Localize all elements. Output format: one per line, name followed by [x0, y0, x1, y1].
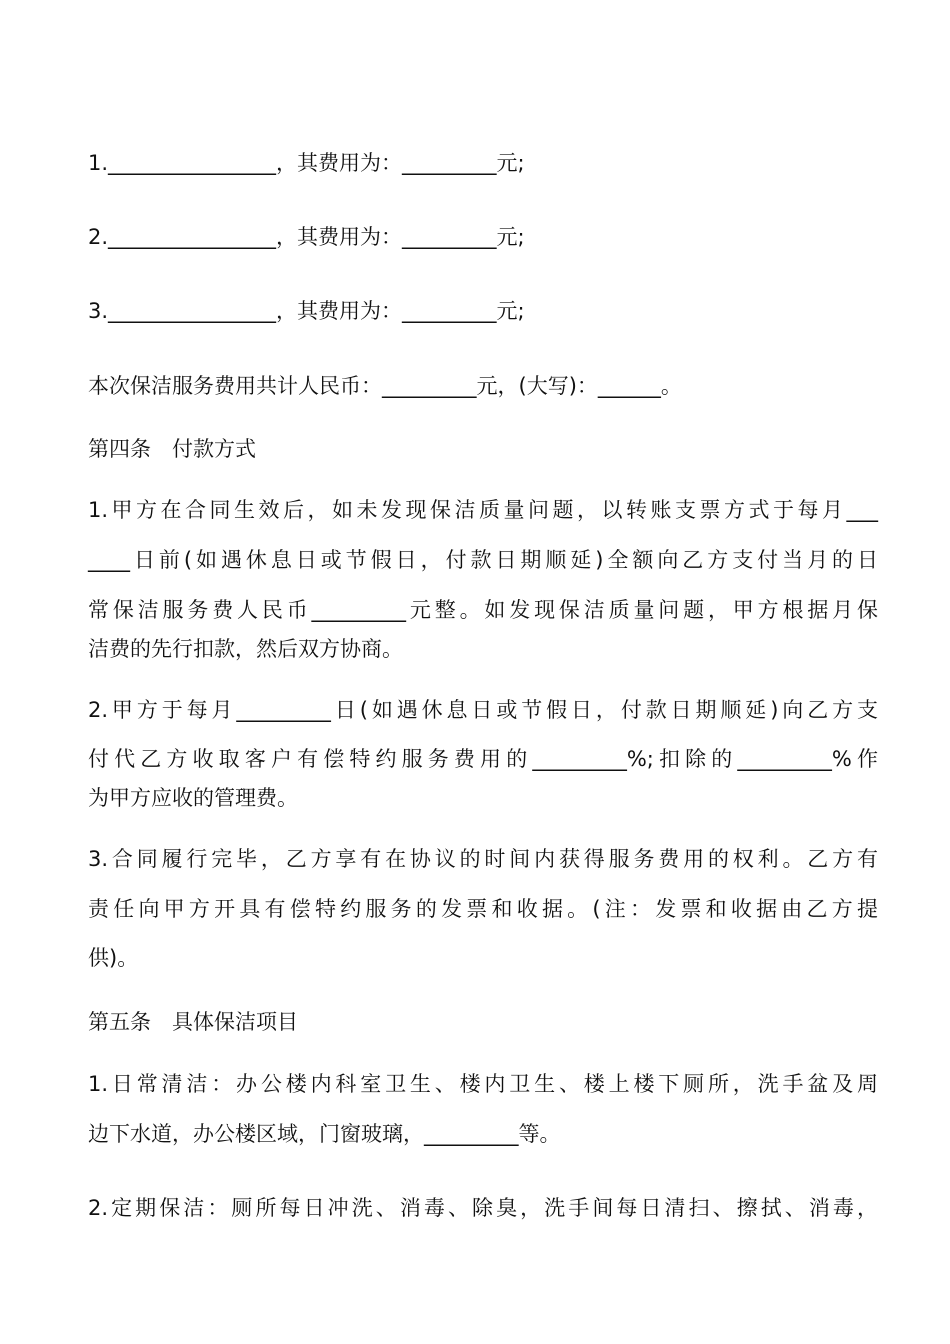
article-4-clause-2-line-3: 为甲方应收的管理费。: [88, 786, 298, 810]
article-5-clause-1-line-1: 1.日常清洁：办公楼内科室卫生、楼内卫生、楼上楼下厕所，洗手盆及周: [88, 1072, 878, 1096]
article-4-clause-1-line-4: 洁费的先行扣款，然后双方协商。: [88, 637, 403, 661]
article-4-clause-3-line-2: 责任向甲方开具有偿特约服务的发票和收据。(注：发票和收据由乙方提: [88, 897, 878, 921]
article-4-clause-2-line-2: 付代乙方收取客户有偿特约服务费用的_________%;扣除的_________%作: [88, 747, 878, 771]
article-4-clause-1-line-2: ____日前(如遇休息日或节假日，付款日期顺延)全额向乙方支付当月的日: [88, 548, 878, 572]
article-5-heading: 第五条 具体保洁项目: [88, 1010, 298, 1034]
article-4-heading: 第四条 付款方式: [88, 437, 256, 461]
article-5-clause-1-line-2: 边下水道，办公楼区域，门窗玻璃，_________等。: [88, 1122, 561, 1146]
article-5-clause-2-line-1: 2.定期保洁：厕所每日冲洗、消毒、除臭，洗手间每日清扫、擦拭、消毒，: [88, 1196, 878, 1220]
article-4-clause-3-line-3: 供)。: [88, 946, 139, 970]
article-4-clause-1-line-1: 1.甲方在合同生效后，如未发现保洁质量问题，以转账支票方式于每月___: [88, 498, 878, 522]
fee-item-3: 3.________________，其费用为：_________元;: [88, 299, 525, 323]
article-4-clause-3-line-1: 3.合同履行完毕，乙方享有在协议的时间内获得服务费用的权利。乙方有: [88, 847, 878, 871]
total-fee-line: 本次保洁服务费用共计人民币：_________元，(大写)：______。: [88, 374, 682, 398]
article-4-clause-2-line-1: 2.甲方于每月_________日(如遇休息日或节假日，付款日期顺延)向乙方支: [88, 698, 878, 722]
fee-item-1: 1.________________，其费用为：_________元;: [88, 151, 525, 175]
article-4-clause-1-line-3: 常保洁服务费人民币_________元整。如发现保洁质量问题，甲方根据月保: [88, 598, 878, 622]
fee-item-2: 2.________________，其费用为：_________元;: [88, 225, 525, 249]
